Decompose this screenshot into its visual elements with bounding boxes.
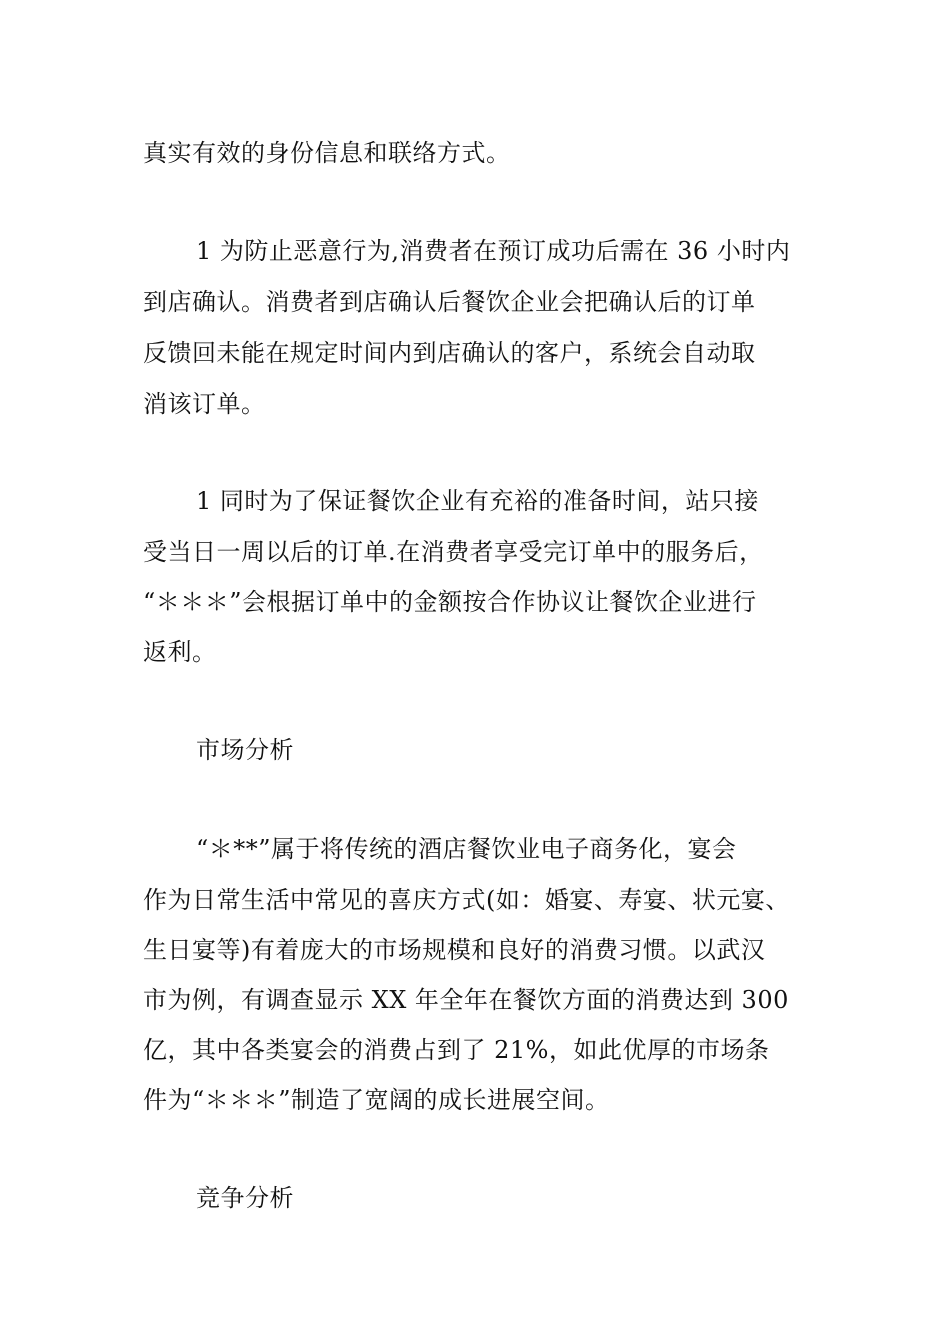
paragraph-line: 真实有效的身份信息和联络方式。 [143, 139, 511, 167]
section-heading: 竞争分析 [196, 1184, 294, 1212]
paragraph-line: 生日宴等)有着庞大的市场规模和良好的消费习惯。以武汉 [143, 936, 766, 964]
paragraph-line: 消该订单。 [143, 390, 266, 418]
paragraph-line: 市为例，有调查显示 XX 年全年在餐饮方面的消费达到 300 [143, 986, 789, 1014]
paragraph-line: 作为日常生活中常见的喜庆方式(如：婚宴、寿宴、状元宴、 [143, 886, 790, 914]
paragraph-line: 件为“＊＊＊”制造了宽阔的成长进展空间。 [143, 1086, 610, 1114]
section-heading: 市场分析 [196, 736, 294, 764]
paragraph-line: 1 同时为了保证餐饮企业有充裕的准备时间，站只接 [196, 487, 759, 515]
paragraph-line: 返利。 [143, 638, 217, 666]
paragraph-line: 亿，其中各类宴会的消费占到了 21%，如此优厚的市场条 [143, 1036, 770, 1064]
paragraph-line: “＊**”属于将传统的酒店餐饮业电子商务化，宴会 [196, 835, 737, 863]
paragraph-line: 受当日一周以后的订单.在消费者享受完订单中的服务后， [143, 538, 764, 566]
paragraph-line: 反馈回未能在规定时间内到店确认的客户，系统会自动取 [143, 339, 756, 367]
paragraph-line: 1 为防止恶意行为,消费者在预订成功后需在 36 小时内 [196, 237, 791, 265]
paragraph-line: 到店确认。消费者到店确认后餐饮企业会把确认后的订单 [143, 288, 756, 316]
paragraph-line: “＊＊＊”会根据订单中的金额按合作协议让餐饮企业进行 [143, 588, 757, 616]
